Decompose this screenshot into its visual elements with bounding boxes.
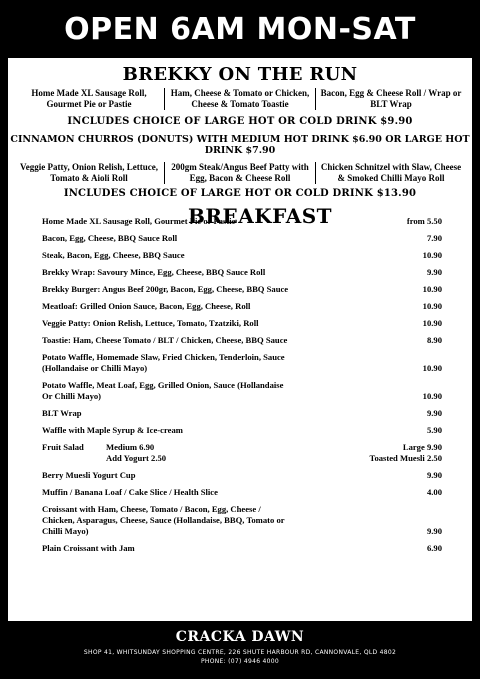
- menu-item: [42, 301, 442, 312]
- menu-item-price: 7.90: [426, 233, 442, 243]
- menu-item-price: 10.90: [422, 363, 442, 373]
- includes-drink-note-1: INCLUDES CHOICE OF LARGE HOT OR COLD DRINK $9.90: [67, 116, 413, 127]
- menu-item-price: 10.90: [422, 318, 442, 328]
- menu-item-name: BLT Wrap: [42, 408, 82, 418]
- brekky-option: Ham, Cheese & Tomato or Chicken, Cheese & Tomato Toastie: [164, 88, 315, 110]
- brekky-option: Chicken Schnitzel with Slaw, Cheese & Smoked Chilli Mayo Roll: [315, 162, 466, 184]
- menu-item-price: 9.90: [426, 408, 442, 418]
- menu-item: [42, 543, 442, 554]
- brekky-options-row-2: [14, 162, 466, 184]
- menu-item-name: Berry Muesli Yogurt Cup: [42, 470, 136, 480]
- menu-item-name: Home Made XL Sausage Roll, Gourmet Pie or Pastie: [42, 216, 236, 226]
- menu-item: [42, 425, 442, 436]
- fruit-salad-name: Fruit Salad: [42, 442, 84, 452]
- menu-item-name: Croissant with Ham, Cheese, Tomato / Bacon, Egg, Cheese / Chicken, Asparagus, Cheese, Sauce (Hollandaise, BBQ, Tomato or Chilli Mayo): [42, 504, 285, 536]
- business-name: CRACKA DAWN: [175, 629, 305, 645]
- brekky-option: Home Made XL Sausage Roll, Gourmet Pie or Pastie: [31, 88, 147, 109]
- menu-item: [42, 318, 442, 329]
- opening-hours-banner: OPEN 6AM MON-SAT: [64, 11, 416, 47]
- breakfast-items: [42, 216, 442, 560]
- menu-item-price: 5.90: [426, 425, 442, 435]
- menu-item: [42, 380, 442, 402]
- menu-item-name: Brekky Wrap: Savoury Mince, Egg, Cheese, BBQ Sauce Roll: [42, 267, 266, 277]
- menu-item-name: Veggie Patty: Onion Relish, Lettuce, Tomato, Tzatziki, Roll: [42, 318, 259, 328]
- menu-item-name: Bacon, Egg, Cheese, BBQ Sauce Roll: [42, 233, 178, 243]
- menu-item-price: 9.90: [426, 267, 442, 277]
- fruit-salad-item: [42, 442, 442, 464]
- brekky-heading: BREKKY ON THE RUN: [122, 64, 358, 85]
- menu-item: [42, 267, 442, 278]
- menu-item: [42, 284, 442, 295]
- fruit-salad-large-price: Large 9.90: [402, 442, 442, 452]
- menu-item-price: 10.90: [422, 391, 442, 401]
- footer: [0, 621, 480, 679]
- fruit-salad-medium-price: Medium 6.90: [106, 442, 155, 452]
- menu-item-name: Toastie: Ham, Cheese Tomato / BLT / Chicken, Cheese, BBQ Sauce: [42, 335, 288, 345]
- menu-item: [42, 233, 442, 244]
- menu-item-price: 9.90: [426, 470, 442, 480]
- churros-offer: CINNAMON CHURROS (DONUTS) WITH MEDIUM HOT DRINK $6.90 OR LARGE HOT DRINK $7.90: [10, 134, 470, 156]
- menu-item-name: Potato Waffle, Homemade Slaw, Fried Chicken, Tenderloin, Sauce (Hollandaise or Chilli Mayo): [42, 352, 285, 373]
- menu-item-name: Waffle with Maple Syrup & Ice-cream: [42, 425, 183, 435]
- menu-item-price: 8.90: [426, 335, 442, 345]
- menu-item-name: Potato Waffle, Meat Loaf, Egg, Grilled Onion, Sauce (Hollandaise Or Chilli Mayo): [42, 380, 284, 401]
- menu-item-price: 10.90: [422, 284, 442, 294]
- menu-item-name: Steak, Bacon, Egg, Cheese, BBQ Sauce: [42, 250, 185, 260]
- brekky-options-row-1: [14, 88, 466, 110]
- breakfast-heading: BREAKFAST: [188, 204, 333, 228]
- business-address: SHOP 41, WHITSUNDAY SHOPPING CENTRE, 226 SHUTE HARBOUR RD, CANNONVALE, QLD 4802: [83, 649, 397, 656]
- includes-drink-note-2: INCLUDES CHOICE OF LARGE HOT OR COLD DRINK $13.90: [63, 188, 417, 199]
- business-phone: PHONE: (07) 4946 4000: [200, 658, 280, 665]
- menu-item-price: 9.90: [426, 526, 442, 536]
- menu-item-price: from 5.50: [406, 216, 442, 226]
- menu-item: [42, 250, 442, 261]
- brekky-option: Bacon, Egg & Cheese Roll / Wrap or BLT Wrap: [315, 88, 466, 110]
- menu-item-name: Plain Croissant with Jam: [42, 543, 135, 553]
- menu-item: [42, 352, 442, 374]
- menu-item-price: 4.00: [426, 487, 442, 497]
- menu-item: [42, 504, 442, 537]
- menu-item: [42, 487, 442, 498]
- menu-item-name: Meatloaf: Grilled Onion Sauce, Bacon, Egg, Cheese, Roll: [42, 301, 251, 311]
- menu-item: [42, 335, 442, 346]
- menu-item-price: 10.90: [422, 250, 442, 260]
- menu-item: [42, 216, 442, 227]
- menu-item-price: 6.90: [426, 543, 442, 553]
- fruit-salad-muesli-addon: Toasted Muesli 2.50: [369, 453, 442, 463]
- menu-item-name: Muffin / Banana Loaf / Cake Slice / Health Slice: [42, 487, 218, 497]
- brekky-option: Veggie Patty, Onion Relish, Lettuce, Tomato & Aioli Roll: [20, 162, 158, 183]
- brekky-option: 200gm Steak/Angus Beef Patty with Egg, Bacon & Cheese Roll: [164, 162, 315, 184]
- menu-item: [42, 408, 442, 419]
- fruit-salad-yogurt-addon: Add Yogurt 2.50: [106, 453, 167, 463]
- menu-item-name: Brekky Burger: Angus Beef 200gr, Bacon, Egg, Cheese, BBQ Sauce: [42, 284, 289, 294]
- menu-item-price: 10.90: [422, 301, 442, 311]
- menu-item: [42, 470, 442, 481]
